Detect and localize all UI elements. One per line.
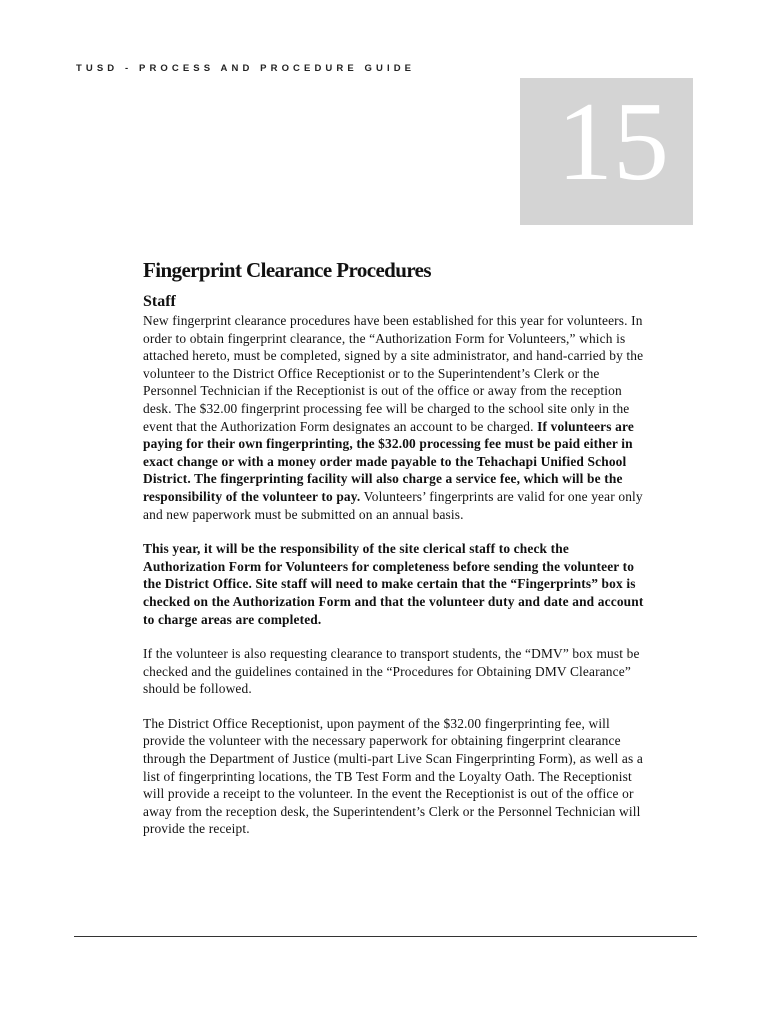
- paragraph-procedures-tail: Volunteers’ fingerprints are valid for one year only and new paperwork must be submitted on an annual basis.: [143, 488, 643, 522]
- chapter-number: 15: [557, 80, 669, 204]
- paragraph-receptionist: The District Office Receptionist, upon payment of the $32.00 fingerprinting fee, will provide the volunteer with the necessary paperwork for obtaining fingerprint clearance through the Department of Justice (multi-part Live Scan Fingerprinting Form), as well as a list of fingerprinting locations, the TB Test Form and the Loyalty Oath. The Receptionist will provide a receipt to the volunteer. In the event the Receptionist is out of the office or away from the reception desk, the Superintendent’s Clerk or the Personnel Technician will provide the receipt.: [143, 715, 643, 837]
- paragraph-procedures: [143, 312, 653, 523]
- paragraph-dmv: If the volunteer is also requesting clearance to transport students, the “DMV” box must be checked and the guidelines contained in the “Procedures for Obtaining DMV Clearance” should be followed.: [143, 646, 640, 697]
- page-title: Fingerprint Clearance Procedures: [143, 258, 431, 282]
- section-heading: Staff: [143, 293, 176, 310]
- running-header: TUSD - PROCESS AND PROCEDURE GUIDE: [76, 63, 416, 74]
- paragraph-procedures-bold: If volunteers are paying for their own fingerprinting, the $32.00 processing fee must be paid either in exact change or with a money order made payable to the Tehachapi Unified School District. The fingerprinting facility will also charge a service fee, which will be the responsibility of the volunteer to pay.: [143, 418, 634, 504]
- paragraph-site-staff-bold: This year, it will be the responsibility of the site clerical staff to check the Authorization Form for Volunteers for completeness before sending the volunteer to the District Office. Site staff will need to make certain that the “Fingerprints” box is checked on the Authorization Form and that the volunteer duty and date and account to charge areas are completed.: [143, 541, 644, 627]
- main-content: [143, 256, 653, 838]
- paragraph-procedures-text: New fingerprint clearance procedures have been established for this year for volunteers. In order to obtain fingerprint clearance, the “Authorization Form for Volunteers,” which is attached hereto, must be completed, signed by a site administrator, and hand-carried by the volunteer to the District Office Receptionist or to the Superintendent’s Clerk or the Personnel Technician if the Receptionist is out of the office or away from the reception desk. The $32.00 fingerprint processing fee will be charged to the school site only in the event that the Authorization Form designates an account to be charged.: [143, 313, 644, 434]
- footer-rule: [74, 936, 697, 937]
- chapter-number-box: [520, 78, 693, 225]
- paragraph-site-staff: [143, 540, 653, 628]
